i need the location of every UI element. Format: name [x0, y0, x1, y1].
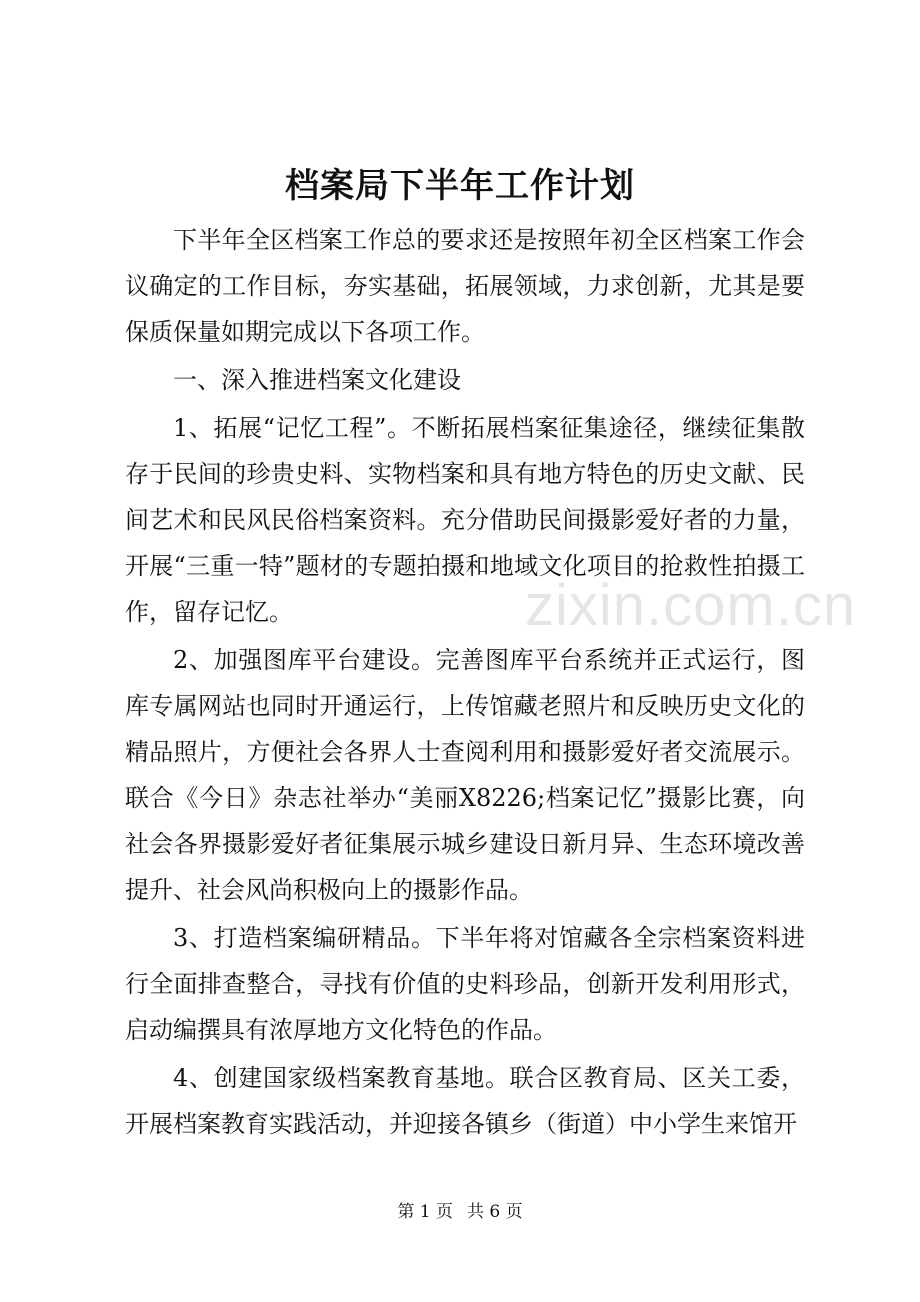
- intro-paragraph: 下半年全区档案工作总的要求还是按照年初全区档案工作会议确定的工作目标，夯实基础，拓展领域，力求创新，尤其是要保质保量如期完成以下各项工作。: [125, 226, 805, 346]
- page-total: 共 6 页: [467, 1202, 523, 1222]
- document-title: 档案局下半年工作计划: [285, 166, 635, 206]
- document-body: [125, 217, 805, 1147]
- watermark: zixin.com.cn: [525, 573, 857, 638]
- section-heading: 一、深入推进档案文化建设: [173, 366, 461, 394]
- item-paragraph-3: 3、打造档案编研精品。下半年将对馆藏各全宗档案资料进行全面排查整合，寻找有价值的史料珍品，创新开发利用形式，启动编撰具有浓厚地方文化特色的作品。: [125, 924, 805, 1044]
- page-footer: [0, 1200, 920, 1224]
- page-number: 第 1 页: [397, 1202, 453, 1222]
- item-paragraph-4: 4、创建国家级档案教育基地。联合区教育局、区关工委，开展档案教育实践活动，并迎接各镇乡（街道）中小学生来馆开: [125, 1064, 805, 1138]
- item-paragraph-2: 2、加强图库平台建设。完善图库平台系统并正式运行，图库专属网站也同时开通运行，上传馆藏老照片和反映历史文化的精品照片，方便社会各界人士查阅利用和摄影爱好者交流展示。联合《今日》杂志社举办“美丽X8226;档案记忆”摄影比赛，向社会各界摄影爱好者征集展示城乡建设日新月异、生态环境改善提升、社会风尚积极向上的摄影作品。: [125, 646, 805, 904]
- item-paragraph-1: 1、拓展“记忆工程”。不断拓展档案征集途径，继续征集散存于民间的珍贵史料、实物档案和具有地方特色的历史文献、民间艺术和民风民俗档案资料。充分借助民间摄影爱好者的力量，开展“三重一特”题材的专题拍摄和地域文化项目的抢救性拍摄工作，留存记忆。: [125, 414, 805, 626]
